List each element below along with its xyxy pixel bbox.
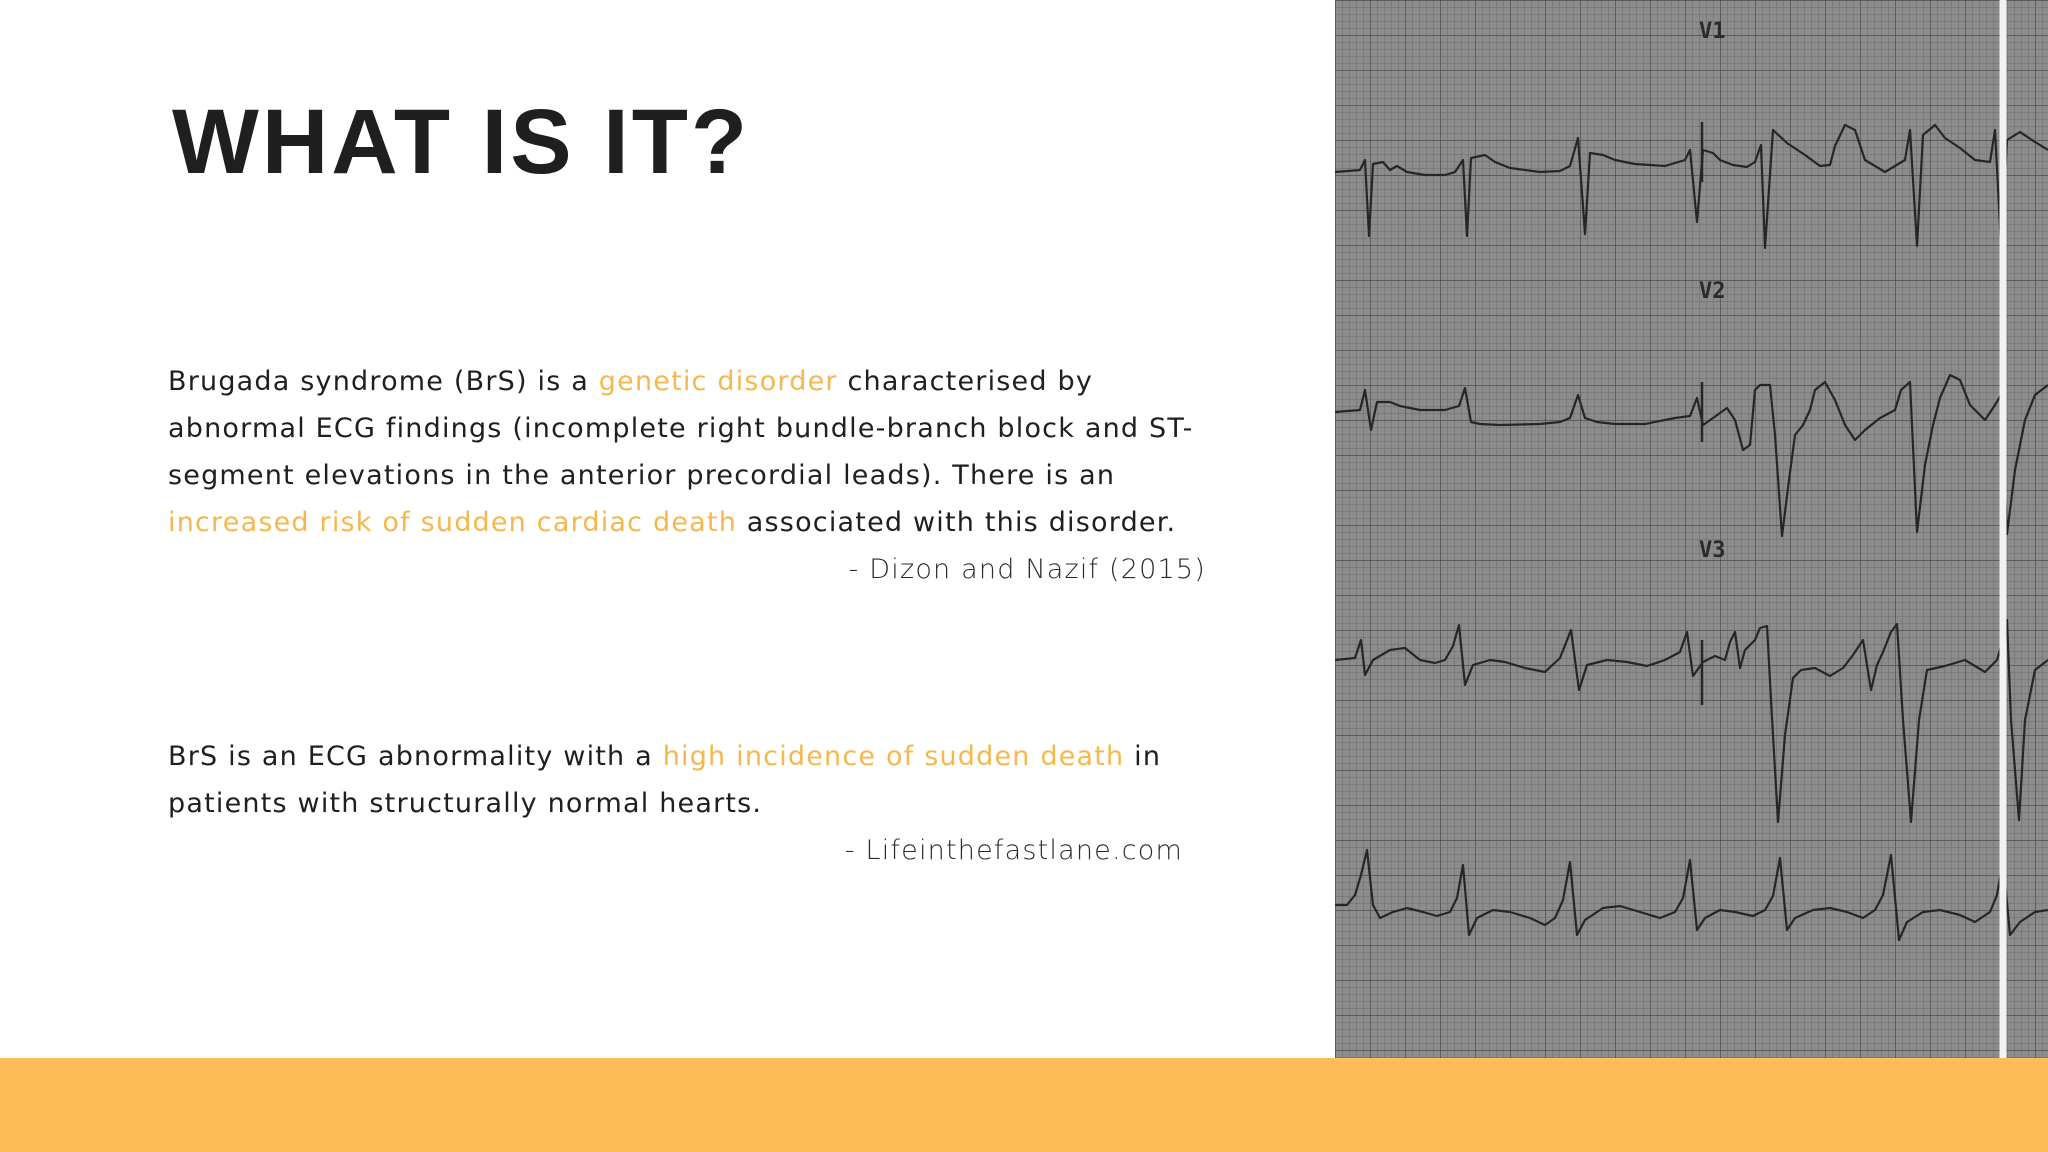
quote-block-brs-incidence: [168, 733, 1208, 874]
ecg-trace-v3: [1335, 620, 2048, 822]
quote-attribution: - Lifeinthefastlane.com: [844, 835, 1183, 866]
ecg-strip-image: [1335, 0, 2048, 1058]
quote-segment: in patients with structurally normal hearts.: [168, 741, 1162, 819]
quote-segment: Brugada syndrome (BrS) is a: [168, 366, 599, 397]
ecg-trace-v1: [1335, 125, 2048, 248]
ecg-tracing-graphic: [1335, 0, 2048, 1058]
quote-segment: associated with this disorder.: [737, 507, 1177, 538]
slide-title: WHAT IS IT?: [172, 91, 751, 193]
quote-text: [168, 358, 1208, 546]
lead-label-v3: V3: [1699, 538, 1726, 563]
accent-footer-bar: [0, 1058, 2048, 1152]
lead-label-v1: V1: [1699, 19, 1726, 44]
quote-text: [168, 733, 1208, 827]
highlight-sudden-cardiac-death: increased risk of sudden cardiac death: [168, 507, 738, 538]
ecg-trace-rhythm-strip: [1335, 850, 2048, 940]
ecg-trace-v2: [1335, 375, 2048, 536]
quote-segment: BrS is an ECG abnormality with a: [168, 741, 663, 772]
quote-block-brugada-definition: [168, 358, 1208, 593]
quote-attribution: - Dizon and Nazif (2015): [848, 554, 1206, 585]
quote-segment: characterised by abnormal ECG findings (incomplete right bundle-branch block and ST-segment elevations in the anterior precordial leads). There is an: [168, 366, 1194, 491]
lead-label-v2: V2: [1699, 279, 1726, 304]
highlight-genetic-disorder: genetic disorder: [598, 366, 838, 397]
highlight-sudden-death: high incidence of sudden death: [662, 741, 1125, 772]
